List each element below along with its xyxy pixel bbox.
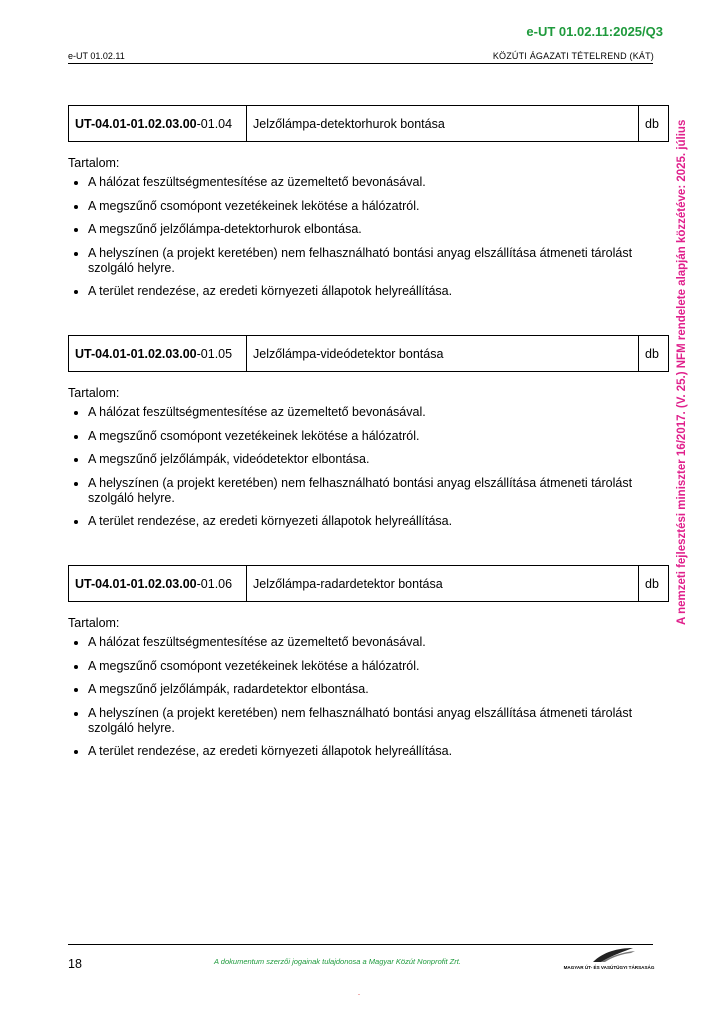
logo-text: MAGYAR ÚT- ÉS VASÚTÜGYI TÁRSASÁG bbox=[563, 965, 655, 970]
footer-rule bbox=[68, 944, 653, 945]
content-label: Tartalom: bbox=[68, 386, 120, 400]
item-title: Jelzőlámpa-detektorhurok bontása bbox=[247, 106, 639, 142]
item-title: Jelzőlámpa-videódetektor bontása bbox=[247, 336, 639, 372]
item-code bbox=[69, 566, 247, 602]
list-item: • A helyszínen (a projekt keretében) nem felhasználható bontási anyag elszállítása átmeneti tárolást szolgáló helyre. bbox=[88, 476, 669, 506]
item-table bbox=[68, 105, 669, 142]
list-item: • A terület rendezése, az eredeti környezeti állapotok helyreállítása. bbox=[88, 744, 669, 759]
list-item: • A megszűnő jelzőlámpa-detektorhurok elbontása. bbox=[88, 222, 669, 237]
content-list bbox=[68, 635, 669, 759]
list-item: • A hálózat feszültségmentesítése az üzemeltető bevonásával. bbox=[88, 635, 669, 650]
item-section bbox=[68, 565, 669, 768]
item-row bbox=[69, 336, 669, 372]
item-code-suffix: -01.06 bbox=[196, 576, 233, 591]
list-item: • A terület rendezése, az eredeti környezeti állapotok helyreállítása. bbox=[88, 284, 669, 299]
item-code-main: UT-04.01-01.02.03.00 bbox=[75, 116, 197, 131]
header-rule bbox=[68, 63, 653, 64]
header-left-label: e-UT 01.02.11 bbox=[68, 51, 125, 61]
item-code-suffix: -01.04 bbox=[196, 116, 233, 131]
item-row bbox=[69, 566, 669, 602]
item-title: Jelzőlámpa-radardetektor bontása bbox=[247, 566, 639, 602]
item-unit: db bbox=[639, 566, 669, 602]
content-list bbox=[68, 405, 669, 529]
item-section bbox=[68, 335, 669, 538]
content-label: Tartalom: bbox=[68, 156, 120, 170]
header-right-label: KÖZÚTI ÁGAZATI TÉTELREND (KÁT) bbox=[492, 51, 654, 61]
item-code-main: UT-04.01-01.02.03.00 bbox=[75, 576, 197, 591]
item-row bbox=[69, 106, 669, 142]
item-table bbox=[68, 565, 669, 602]
list-item: • A helyszínen (a projekt keretében) nem felhasználható bontási anyag elszállítása átmeneti tárolást szolgáló helyre. bbox=[88, 246, 669, 276]
list-item: • A megszűnő csomópont vezetékeinek lekötése a hálózatról. bbox=[88, 429, 669, 444]
item-unit: db bbox=[639, 336, 669, 372]
side-publication-note: A nemzeti fejlesztési miniszter 16/2017. (V. 25.) NFM rendelete alapján közzétéve: 2025. július bbox=[676, 119, 688, 625]
list-item: • A megszűnő csomópont vezetékeinek lekötése a hálózatról. bbox=[88, 659, 669, 674]
content-label: Tartalom: bbox=[68, 616, 120, 630]
list-item: • A terület rendezése, az eredeti környezeti állapotok helyreállítása. bbox=[88, 514, 669, 529]
document-code: e-UT 01.02.11:2025/Q3 bbox=[526, 24, 663, 39]
item-section bbox=[68, 105, 669, 308]
footer-copyright: A dokumentum szerzői jogainak tulajdonosa a Magyar Közút Nonprofit Zrt. bbox=[214, 957, 461, 966]
item-code-main: UT-04.01-01.02.03.00 bbox=[75, 346, 197, 361]
list-item: • A megszűnő csomópont vezetékeinek lekötése a hálózatról. bbox=[88, 199, 669, 214]
footer-dot bbox=[358, 994, 360, 995]
company-logo bbox=[563, 946, 655, 970]
page-number: 18 bbox=[68, 957, 82, 971]
list-item: • A hálózat feszültségmentesítése az üzemeltető bevonásával. bbox=[88, 175, 669, 190]
content-list bbox=[68, 175, 669, 299]
item-table bbox=[68, 335, 669, 372]
list-item: • A megszűnő jelzőlámpák, radardetektor elbontása. bbox=[88, 682, 669, 697]
list-item: • A helyszínen (a projekt keretében) nem felhasználható bontási anyag elszállítása átmeneti tárolást szolgáló helyre. bbox=[88, 706, 669, 736]
item-code bbox=[69, 106, 247, 142]
item-unit: db bbox=[639, 106, 669, 142]
list-item: • A hálózat feszültségmentesítése az üzemeltető bevonásával. bbox=[88, 405, 669, 420]
item-code bbox=[69, 336, 247, 372]
road-swoosh-icon bbox=[563, 946, 655, 964]
item-code-suffix: -01.05 bbox=[196, 346, 233, 361]
list-item: • A megszűnő jelzőlámpák, videódetektor elbontása. bbox=[88, 452, 669, 467]
